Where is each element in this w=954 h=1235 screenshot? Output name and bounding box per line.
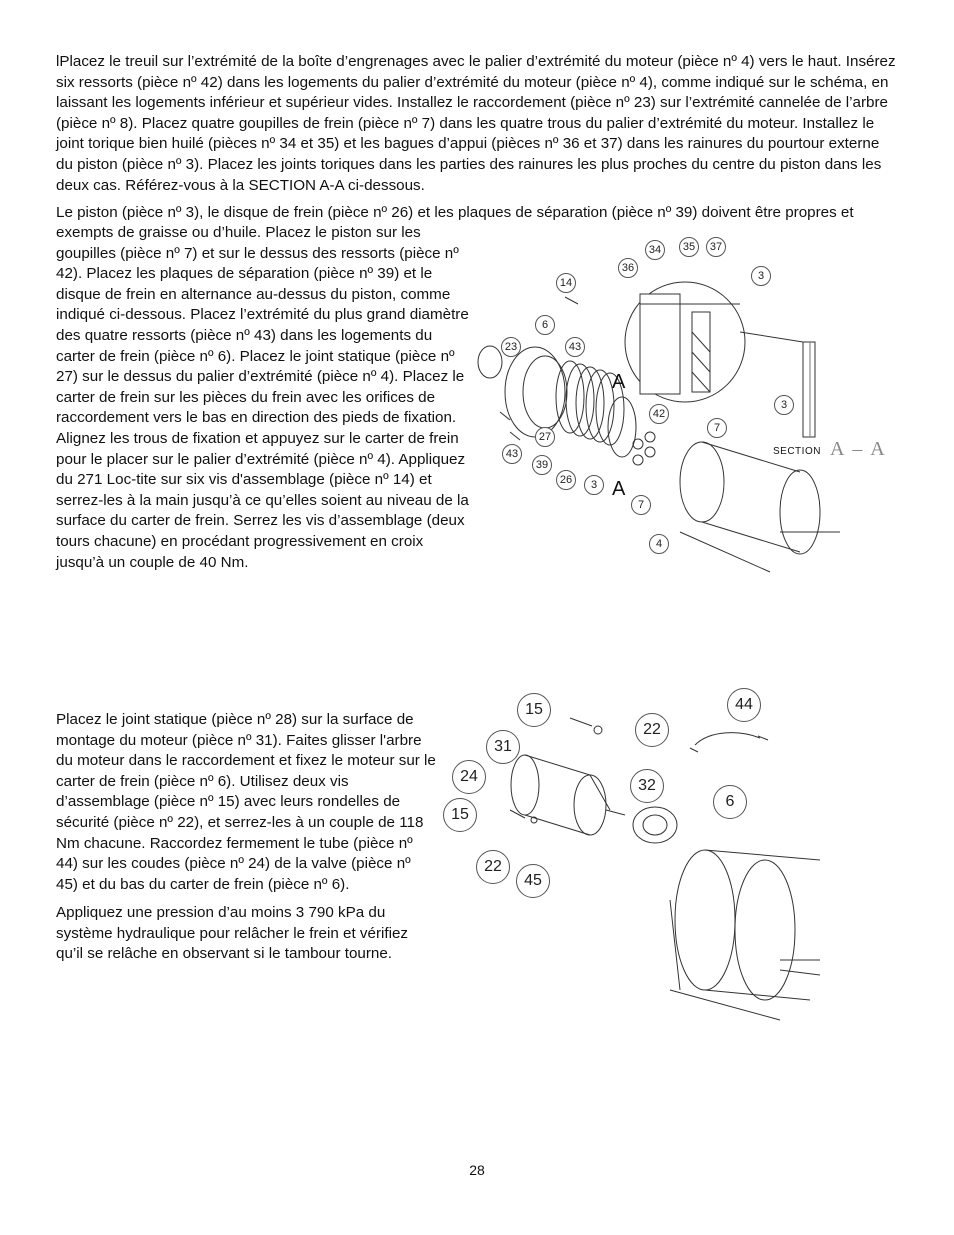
- callout-6: 6: [535, 315, 555, 335]
- callout-14: 14: [556, 273, 576, 293]
- callout-43-top: 43: [565, 337, 585, 357]
- section-label: SECTION: [773, 446, 821, 457]
- callout-42: 42: [649, 404, 669, 424]
- callout-15-bottom: 15: [443, 798, 477, 832]
- pressure-paragraph: Appliquez une pression d’au moins 3 790 kPa du système hydraulique pour relâcher le frein et vérifiez qu’il se relâche en observant si le tambour tourne.: [56, 904, 409, 963]
- section-arrow-a-bottom: A: [612, 478, 626, 500]
- section-arrow-a-top: A: [612, 371, 626, 393]
- callout-34: 34: [645, 240, 665, 260]
- callout-32: 32: [630, 769, 664, 803]
- callout-22-bottom: 22: [476, 850, 510, 884]
- callout-27: 27: [535, 427, 555, 447]
- intro-paragraph: lPlacez le treuil sur l’extrémité de la boîte d’engrenages avec le palier d’extrémité du moteur (pièce nº 4) vers le haut. Insérez six ressorts (pièce nº 42) dans les logements du palier d’extrémité du moteur (pièce nº 4), comme indiqué sur le schéma, en laissant les logements inférieur et supérieur vides. Installez le raccordement (pièce nº 23) sur l’extrémité cannelée de l’arbre (pièce nº 8). Placez quatre goupilles de frein (pièce nº 7) dans les quatre trous du palier d’extrémité du moteur. Installez le joint torique bien huilé (pièces nº 34 et 35) et les bagues d’appui (pièces nº 36 et 37) dans les rainures du pourtour externe du piston (pièce nº 3). Placez les joints toriques dans les parties des rainures les plus proches du centre du piston dans les deux cas. Référez-vous à la SECTION A-A ci-dessous.: [56, 53, 896, 194]
- piston-paragraph-top: Le piston (pièce nº 3), le disque de frein (pièce nº 26) et les plaques de séparation (pièce nº 39) doivent être propres et: [56, 204, 854, 221]
- callout-31: 31: [486, 730, 520, 764]
- callout-43-bottom: 43: [502, 444, 522, 464]
- motor-paragraph: Placez le joint statique (pièce nº 28) sur la surface de montage du moteur (pièce nº 31). Faites glisser l'arbre du moteur dans le raccordement et fixez le moteur sur le carter de frein (pièce nº 6). Utilisez deux vis d’assemblage (pièce nº 15) avec leurs rondelles de sécurité (pièce nº 22), et serrez-les à un couple de 118 Nm chacune. Raccordez fermement le tube (pièce nº 44) sur les coudes (pièce nº 24) de la valve (pièce nº 45) et du bas du carter de frein (pièce nº 6).: [56, 711, 436, 893]
- piston-paragraph: exempts de graisse ou d’huile. Placez le piston sur les goupilles (pièce nº 7) et sur le dessus des ressorts (pièce nº 42). Placez les plaques de séparation (pièce nº 39) et le disque de frein en alternance au-dessus du piston, comme indiqué ci-dessous. Placez l’extrémité du plus grand diamètre des quatre ressorts (pièce nº 43) dans les logements du carter de frein (pièce nº 6). Placez le joint statique (pièce nº 27) sur le dessus du palier d’extrémité (pièce nº 4). Placez le carter de frein sur les pièces du frein avec les orifices de raccordement vers le bas en direction des pieds de fixation. Alignez les trous de fixation et appuyez sur le carter de frein pour le placer sur le palier d’extrémité (pièce nº 4). Appliquez du 271 Loc-tite sur six vis d'assemblage (pièce nº 14) et serrez-les à la main jusqu’à ce qu’elles soient au niveau de la surface du carter de frein. Serrez les vis d’assemblage (deux tours chacune) en procédant progressivement en croix jusqu’à un couple de 40 Nm.: [56, 224, 469, 571]
- callout-3-bottom: 3: [584, 475, 604, 495]
- callout-15-top: 15: [517, 693, 551, 727]
- callout-3-section: 3: [774, 395, 794, 415]
- callout-23: 23: [501, 337, 521, 357]
- callout-22-top: 22: [635, 713, 669, 747]
- callout-37: 37: [706, 237, 726, 257]
- callout-36: 36: [618, 258, 638, 278]
- callout-3-top: 3: [751, 266, 771, 286]
- callout-7-top: 7: [707, 418, 727, 438]
- callout-24: 24: [452, 760, 486, 794]
- callout-35: 35: [679, 237, 699, 257]
- callout-4: 4: [649, 534, 669, 554]
- callout-45: 45: [516, 864, 550, 898]
- callout-26: 26: [556, 470, 576, 490]
- callout-44: 44: [727, 688, 761, 722]
- callout-6: 6: [713, 785, 747, 819]
- section-letters: A – A: [830, 438, 887, 460]
- callout-7-bottom: 7: [631, 495, 651, 515]
- page-number: 28: [469, 1162, 485, 1178]
- callout-39: 39: [532, 455, 552, 475]
- brake-exploded-diagram: [470, 232, 900, 582]
